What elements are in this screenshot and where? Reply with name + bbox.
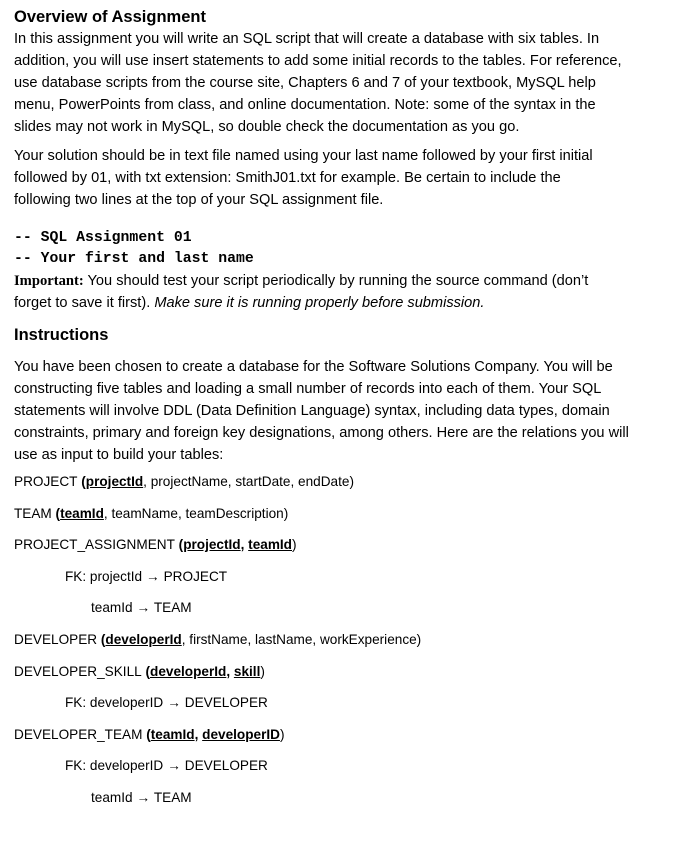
relation-name: DEVELOPER [14, 631, 98, 647]
text-line: You have been chosen to create a database for the Software Solutions Company. You will be [14, 359, 613, 375]
relation-developer-team: DEVELOPER_TEAM (teamId, developerID) [14, 726, 285, 742]
foreign-key-row: teamId → TEAM [14, 788, 674, 820]
important-text: forget to save it first). [14, 295, 155, 311]
text-line: addition, you will use insert statements to add some initial records to the tables. For reference, [14, 53, 622, 69]
text-line: use as input to build your tables: [14, 447, 224, 463]
relation-team: TEAM (teamId, teamName, teamDescription) [14, 505, 289, 521]
primary-key: projectId [183, 537, 241, 553]
code-line: -- SQL Assignment 01 [14, 230, 192, 246]
text-line: statements will involve DDL (Data Definition Language) syntax, including data types, domain [14, 403, 610, 419]
primary-key: skill [233, 663, 261, 679]
important-text: You should test your script periodically by running the source command (don’t [83, 273, 589, 289]
text-line: slides may not work in MySQL, so double check the documentation as you go. [14, 119, 520, 135]
assignment-page [14, 6, 674, 820]
primary-key: teamId [248, 537, 292, 553]
file-naming-paragraph [14, 145, 674, 211]
foreign-key-row: teamId → TEAM [14, 598, 674, 630]
text-line: use database scripts from the course site, Chapters 6 and 7 of your textbook, MySQL help [14, 75, 596, 91]
text-line: constructing five tables and loading a small number of records into each of them. Your SQL [14, 381, 602, 397]
important-emphasis: Make sure it is running properly before submission. [154, 295, 485, 311]
text-line: followed by 01, with txt extension: SmithJ01.txt for example. Be certain to include the [14, 170, 561, 186]
code-block [14, 228, 674, 270]
overview-heading: Overview of Assignment [14, 8, 206, 26]
overview-paragraph [14, 28, 674, 138]
instructions-heading: Instructions [14, 326, 109, 344]
foreign-key-row: FK: developerID → DEVELOPER [14, 693, 674, 725]
relations-list [14, 472, 674, 820]
relation-developer-skill: DEVELOPER_SKILL (developerId, skill) [14, 663, 265, 679]
arrow-right-icon: → [146, 568, 160, 584]
arrow-right-icon: → [167, 695, 181, 711]
relation-name: DEVELOPER_TEAM [14, 726, 143, 742]
text-line: Your solution should be in text file named using your last name followed by your first initial [14, 148, 593, 164]
foreign-key-row: FK: developerID → DEVELOPER [14, 756, 674, 788]
text-line: following two lines at the top of your SQL assignment file. [14, 192, 384, 208]
code-line: -- Your first and last name [14, 251, 254, 267]
primary-key: teamId [150, 726, 195, 742]
arrow-right-icon: → [167, 758, 181, 774]
text-line: In this assignment you will write an SQL script that will create a database with six tables. In [14, 31, 600, 47]
primary-key: developerId [150, 663, 227, 679]
relation-name: TEAM [14, 505, 52, 521]
relation-name: PROJECT_ASSIGNMENT [14, 537, 175, 553]
important-note [14, 270, 674, 314]
relation-developer: DEVELOPER (developerId, firstName, lastName, workExperience) [14, 631, 422, 647]
primary-key: projectId [85, 474, 144, 489]
instructions-paragraph [14, 356, 674, 466]
foreign-key-row: FK: projectId → PROJECT [14, 567, 674, 599]
relation-project-assignment: PROJECT_ASSIGNMENT (projectId, teamId) [14, 537, 297, 553]
relation-project: PROJECT (projectId, projectName, startDate, endDate) [14, 474, 354, 489]
text-line: menu, PowerPoints from class, and online documentation. Note: some of the syntax in the [14, 97, 596, 113]
primary-key: developerID [202, 726, 280, 742]
arrow-right-icon: → [136, 789, 151, 805]
relation-name: PROJECT [14, 474, 78, 489]
relation-name: DEVELOPER_SKILL [14, 663, 142, 679]
arrow-right-icon: → [136, 600, 151, 616]
primary-key: teamId [60, 505, 104, 521]
text-line: constraints, primary and foreign key designations, among others. Here are the relations you will [14, 425, 629, 441]
important-label: Important: [14, 273, 84, 289]
primary-key: developerId [105, 631, 182, 647]
